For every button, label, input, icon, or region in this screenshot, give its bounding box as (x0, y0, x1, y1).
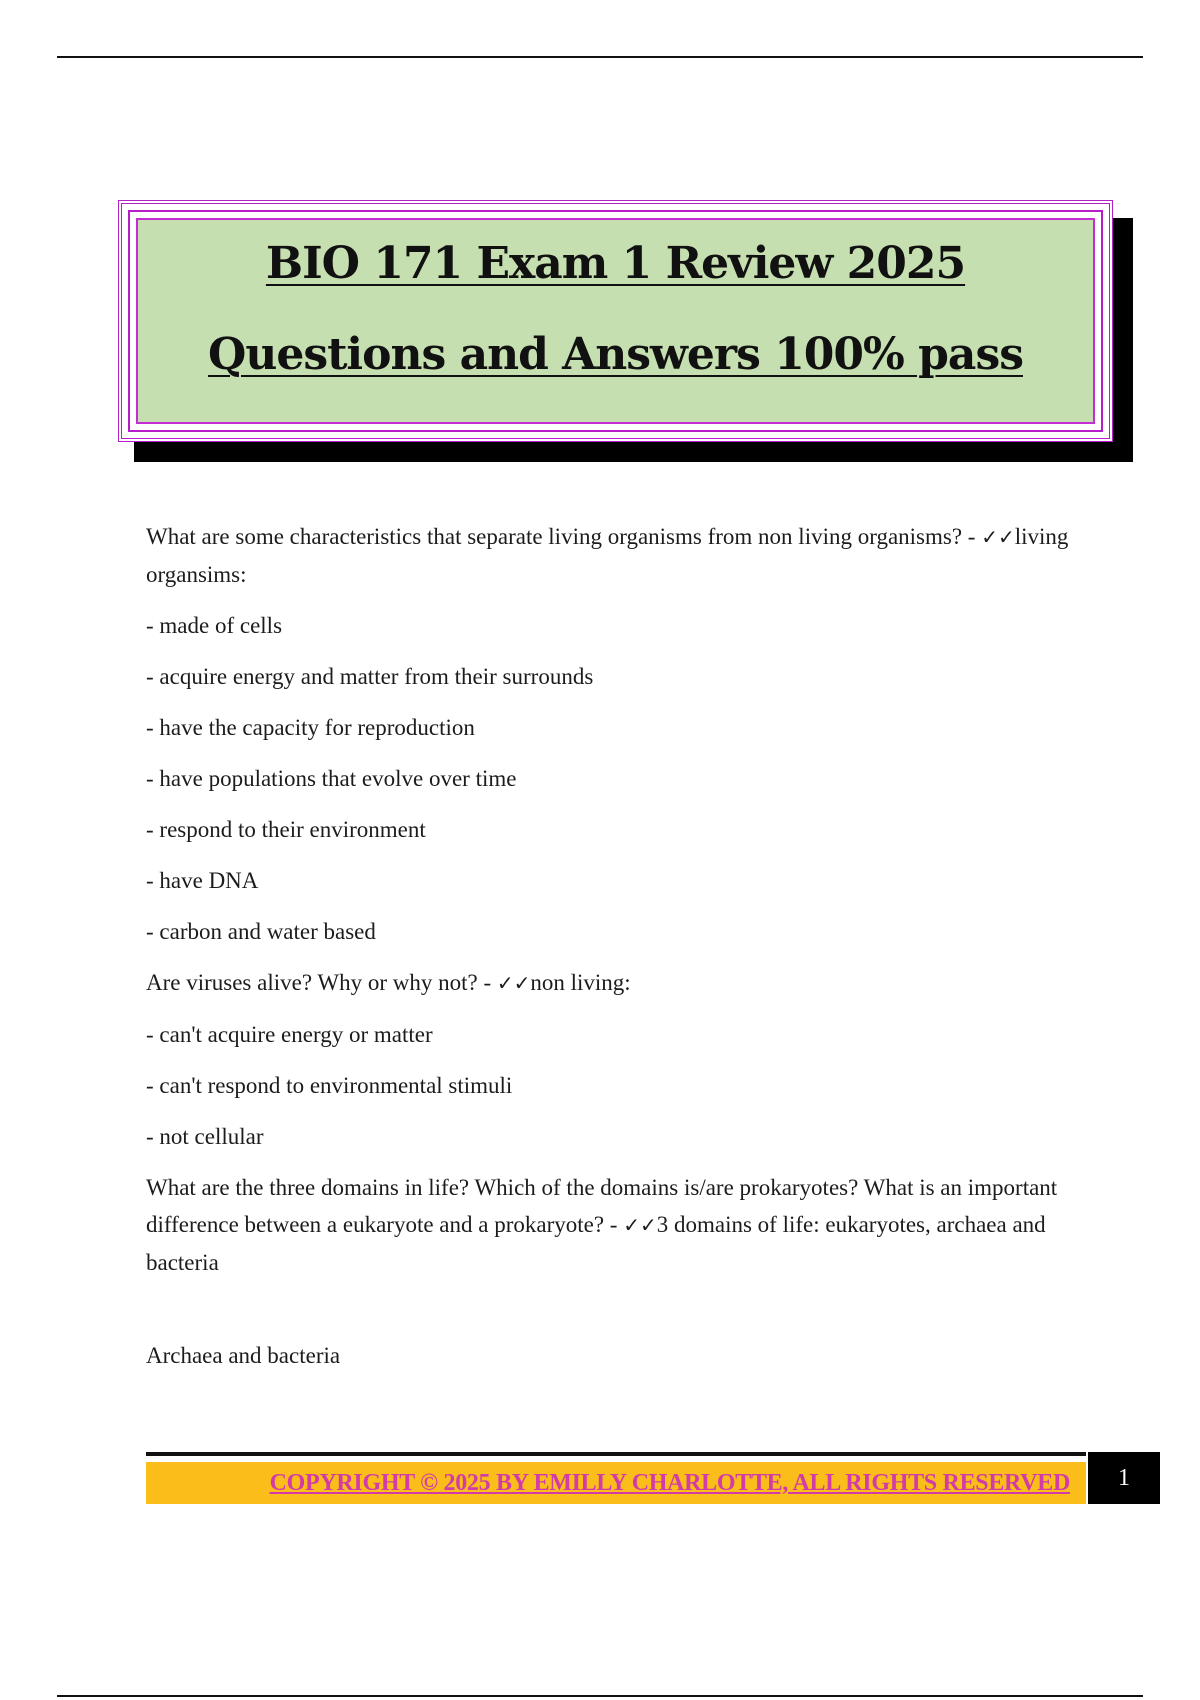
top-rule (57, 56, 1143, 58)
list-item: - made of cells (146, 613, 283, 638)
title-box-inner (136, 218, 1095, 424)
list-item: - carbon and water based (146, 919, 376, 944)
question-3-followup: Archaea and bacteria (146, 1343, 341, 1368)
list-item: - can't acquire energy or matter (146, 1022, 433, 1047)
footer-rule (146, 1452, 1086, 1456)
question-2-text: Are viruses alive? Why or why not? - (146, 970, 497, 995)
copyright-notice: COPYRIGHT © 2025 BY EMILLY CHARLOTTE, ALL RIGHTS RESERVED (269, 1470, 1070, 1496)
title-box (118, 200, 1113, 442)
check-mark-icon: ✓✓ (623, 1213, 657, 1237)
list-item: - have DNA (146, 868, 259, 893)
question-1 (146, 518, 1086, 593)
question-3 (146, 1169, 1086, 1281)
document-title-line-2: Questions and Answers 100% pass (208, 329, 1023, 380)
question-3-text: What are the three domains in life? Which of the domains is/are prokaryotes? What is an important difference between a eukaryote and a prokaryote? - (146, 1175, 1058, 1237)
bottom-rule (57, 1695, 1143, 1697)
list-item: - acquire energy and matter from their surrounds (146, 664, 594, 689)
list-item: - have the capacity for reproduction (146, 715, 475, 740)
footer-bar (146, 1462, 1086, 1504)
question-1-text: What are some characteristics that separate living organisms from non living organisms? - (146, 524, 982, 549)
page-number: 1 (1088, 1452, 1160, 1504)
document-body (146, 518, 1086, 1388)
check-mark-icon: ✓✓ (981, 525, 1015, 549)
question-2 (146, 964, 1086, 1002)
check-mark-icon: ✓✓ (496, 971, 531, 995)
question-3-answer: 3 domains of life: eukaryotes, archaea and bacteria (146, 1212, 1046, 1275)
list-item: - can't respond to environmental stimuli (146, 1073, 513, 1098)
list-item: - respond to their environment (146, 817, 426, 842)
question-2-answer: non living: (530, 970, 631, 995)
list-item: - have populations that evolve over time (146, 766, 517, 791)
question-1-answer: living organsims: (146, 524, 1069, 587)
list-item: - not cellular (146, 1124, 264, 1149)
document-title-line-1: BIO 171 Exam 1 Review 2025 (265, 238, 966, 289)
